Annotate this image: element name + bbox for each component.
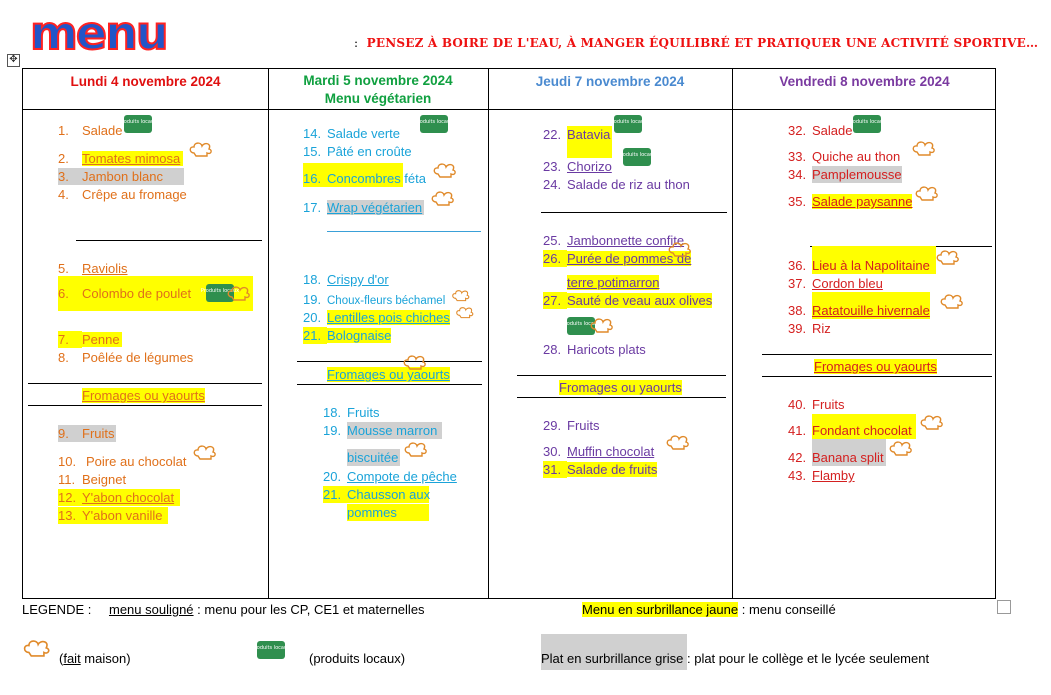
produits-locaux-icon [118, 114, 158, 136]
chef-hat-icon [911, 140, 937, 158]
menu-item: 34. Pamplemousse [788, 167, 902, 182]
menu-item: 11. Beignet [58, 472, 127, 487]
chef-hat-icon [455, 306, 475, 320]
day-header-thursday: Jeudi 7 novembre 2024 [535, 74, 685, 89]
produits-locaux-icon [414, 114, 454, 136]
header-divider [23, 109, 995, 110]
menu-item: 20. Compote de pêche [323, 469, 457, 484]
menu-item: 24. Salade de riz au thon [543, 177, 690, 192]
legend-yellow [582, 602, 836, 617]
chef-hat-icon [432, 162, 458, 180]
menu-logo-text: menu [30, 6, 167, 60]
separator [327, 231, 481, 232]
menu-item: 25. Jambonnette confite [543, 233, 685, 248]
menu-item: 35. Salade paysanne [788, 194, 913, 209]
menu-item: 33. Quiche au thon [788, 149, 901, 164]
menu-item: 29. Fruits [543, 418, 600, 433]
separator [762, 376, 992, 377]
chef-hat-icon [914, 185, 940, 203]
produits-locaux-icon [617, 147, 657, 169]
legend-produits-locaux: (produits locaux) [309, 651, 406, 666]
chef-hat-icon [589, 317, 615, 335]
svg-text:Produits locaux: Produits locaux [118, 119, 158, 125]
menu-item: 8. Poêlée de légumes [58, 350, 194, 365]
separator [297, 361, 482, 362]
menu-item: 20. Lentilles pois chiches [303, 310, 450, 325]
legend-grey-desc: : plat pour le collège et le lycée seulement [686, 651, 930, 666]
menu-item: 16. Concombres féta [303, 163, 403, 187]
menu-item: 3. Jambon blanc [58, 168, 184, 185]
end-of-cell-marker [997, 600, 1011, 614]
chef-hat-icon [226, 285, 252, 303]
svg-text:Produits locaux: Produits locaux [414, 119, 454, 125]
menu-item: 18. Crispy d'or [303, 272, 389, 287]
chef-hat-icon [430, 190, 456, 208]
day-header-monday: Lundi 4 novembre 2024 [70, 74, 221, 89]
menu-logo [30, 6, 345, 60]
table-move-handle-icon[interactable]: ✥ [7, 54, 20, 67]
menu-item: 5. Raviolis [58, 261, 128, 276]
separator [517, 397, 726, 398]
chef-hat-icon [403, 441, 429, 459]
menu-item: 31. Salade de fruits [543, 462, 658, 477]
day-header-tuesday [268, 69, 488, 109]
menu-item: 40. Fruits [788, 397, 845, 412]
menu-item: 39. Riz [788, 321, 831, 336]
menu-item: 21. Chausson aux [323, 487, 431, 502]
legend-fait-maison: (fait maison) [59, 651, 131, 666]
separator [541, 212, 727, 213]
separator [28, 383, 262, 384]
produits-locaux-icon [251, 640, 291, 662]
menu-item: biscuitée [347, 450, 399, 465]
menu-item: 13. Y'abon vanille [58, 507, 168, 524]
legend-underline [22, 602, 425, 617]
menu-item: 15. Pâté en croûte [303, 144, 412, 159]
menu-item: 30. Muffin chocolat [543, 444, 655, 459]
separator [76, 240, 262, 241]
menu-item: 23. Chorizo [543, 159, 612, 174]
menu-item: 41. Fondant chocolat [788, 422, 916, 439]
menu-item: 19. Mousse marron [323, 422, 442, 439]
svg-text:Produits locaux: Produits locaux [561, 321, 601, 327]
separator [28, 405, 262, 406]
column-divider [732, 69, 733, 598]
menu-item: 7. Penne [58, 332, 120, 347]
svg-text:Produits locaux: Produits locaux [847, 119, 887, 125]
menu-item: pommes [347, 504, 429, 521]
produits-locaux-icon [847, 114, 887, 136]
menu-item: Fromages ou yaourts [327, 367, 450, 382]
legend-grey-example: Plat en surbrillance grise [541, 651, 684, 666]
legend-underlined-example: menu souligné [108, 602, 194, 617]
svg-text:Produits locaux: Produits locaux [608, 119, 648, 125]
tagline [354, 36, 1038, 50]
legend-yellow-example: Menu en surbrillance jaune [582, 602, 739, 617]
chef-hat-icon [665, 434, 691, 452]
menu-item: 6. Colombo de poulet [58, 276, 253, 311]
menu-item: 1. Salade [58, 123, 123, 138]
menu-item: 21. Bolognaise [303, 328, 392, 343]
separator [297, 384, 482, 385]
day-header-tuesday-date: Mardi 5 novembre 2024 [303, 73, 453, 88]
legend-yellow-desc: : menu conseillé [741, 602, 836, 617]
menu-item: 10. Poire au chocolat [58, 454, 187, 469]
menu-item: terre potimarron [567, 275, 660, 290]
chef-hat-icon [451, 289, 471, 303]
menu-item: 38. Ratatouille hivernale [788, 302, 930, 319]
legend-grey [541, 634, 929, 670]
chef-hat-icon [22, 638, 52, 660]
menu-item: 27. Sauté de veau aux olives [543, 293, 713, 308]
separator [517, 375, 726, 376]
menu-item: 2. Tomates mimosa [58, 150, 183, 167]
svg-text:Produits locaux: Produits locaux [200, 288, 240, 294]
menu-item: 32. Salade [788, 123, 853, 138]
menu-item: 12. Y'abon chocolat [58, 489, 180, 506]
menu-item: 26. Purée de pommes de [543, 251, 692, 266]
menu-item: 37. Cordon bleu [788, 276, 883, 291]
chef-hat-icon [888, 440, 914, 458]
menu-item: 14. Salade verte [303, 126, 400, 141]
menu-item: 43. Flamby [788, 468, 855, 483]
chef-hat-icon [939, 293, 965, 311]
day-header-friday: Vendredi 8 novembre 2024 [779, 74, 950, 89]
chef-hat-icon [935, 249, 961, 267]
chef-hat-icon [667, 241, 693, 259]
menu-item: 18. Fruits [323, 405, 380, 420]
svg-text:Produits locaux: Produits locaux [251, 645, 291, 651]
chef-hat-icon [402, 354, 428, 372]
menu-item: 17. Wrap végétarien [303, 200, 423, 215]
chef-hat-icon [188, 141, 214, 159]
produits-locaux-icon [608, 114, 648, 136]
chef-hat-icon [192, 444, 218, 462]
menu-item: 9. Fruits [58, 426, 115, 441]
menu-item: Fromages ou yaourts [559, 380, 682, 395]
svg-text:Produits locaux: Produits locaux [617, 152, 657, 158]
column-divider [488, 69, 489, 598]
menu-item: 4. Crêpe au fromage [58, 187, 187, 202]
chef-hat-icon [919, 414, 945, 432]
column-divider [268, 69, 269, 598]
menu-item: 28. Haricots plats [543, 342, 646, 357]
tagline-text: PENSEZ À BOIRE DE L'EAU, À MANGER ÉQUILIBRÉ ET PRATIQUER UNE ACTIVITÉ SPORTIVE… [366, 36, 1039, 50]
menu-item: 19. Choux-fleurs béchamel [303, 292, 446, 307]
tagline-colon: : [354, 36, 359, 50]
legend-label: LEGENDE : [22, 602, 92, 617]
menu-item: 22. Batavia [543, 126, 612, 158]
legend-underlined-desc: : menu pour les CP, CE1 et maternelles [197, 602, 425, 617]
menu-item: 36. Lieu à la Napolitaine [788, 257, 936, 274]
menu-item: 42. Banana split [788, 449, 886, 466]
menu-item: Fromages ou yaourts [814, 359, 937, 374]
separator [762, 354, 992, 355]
day-header-tuesday-sub: Menu végétarien [324, 91, 432, 106]
menu-item: Fromages ou yaourts [82, 388, 205, 403]
